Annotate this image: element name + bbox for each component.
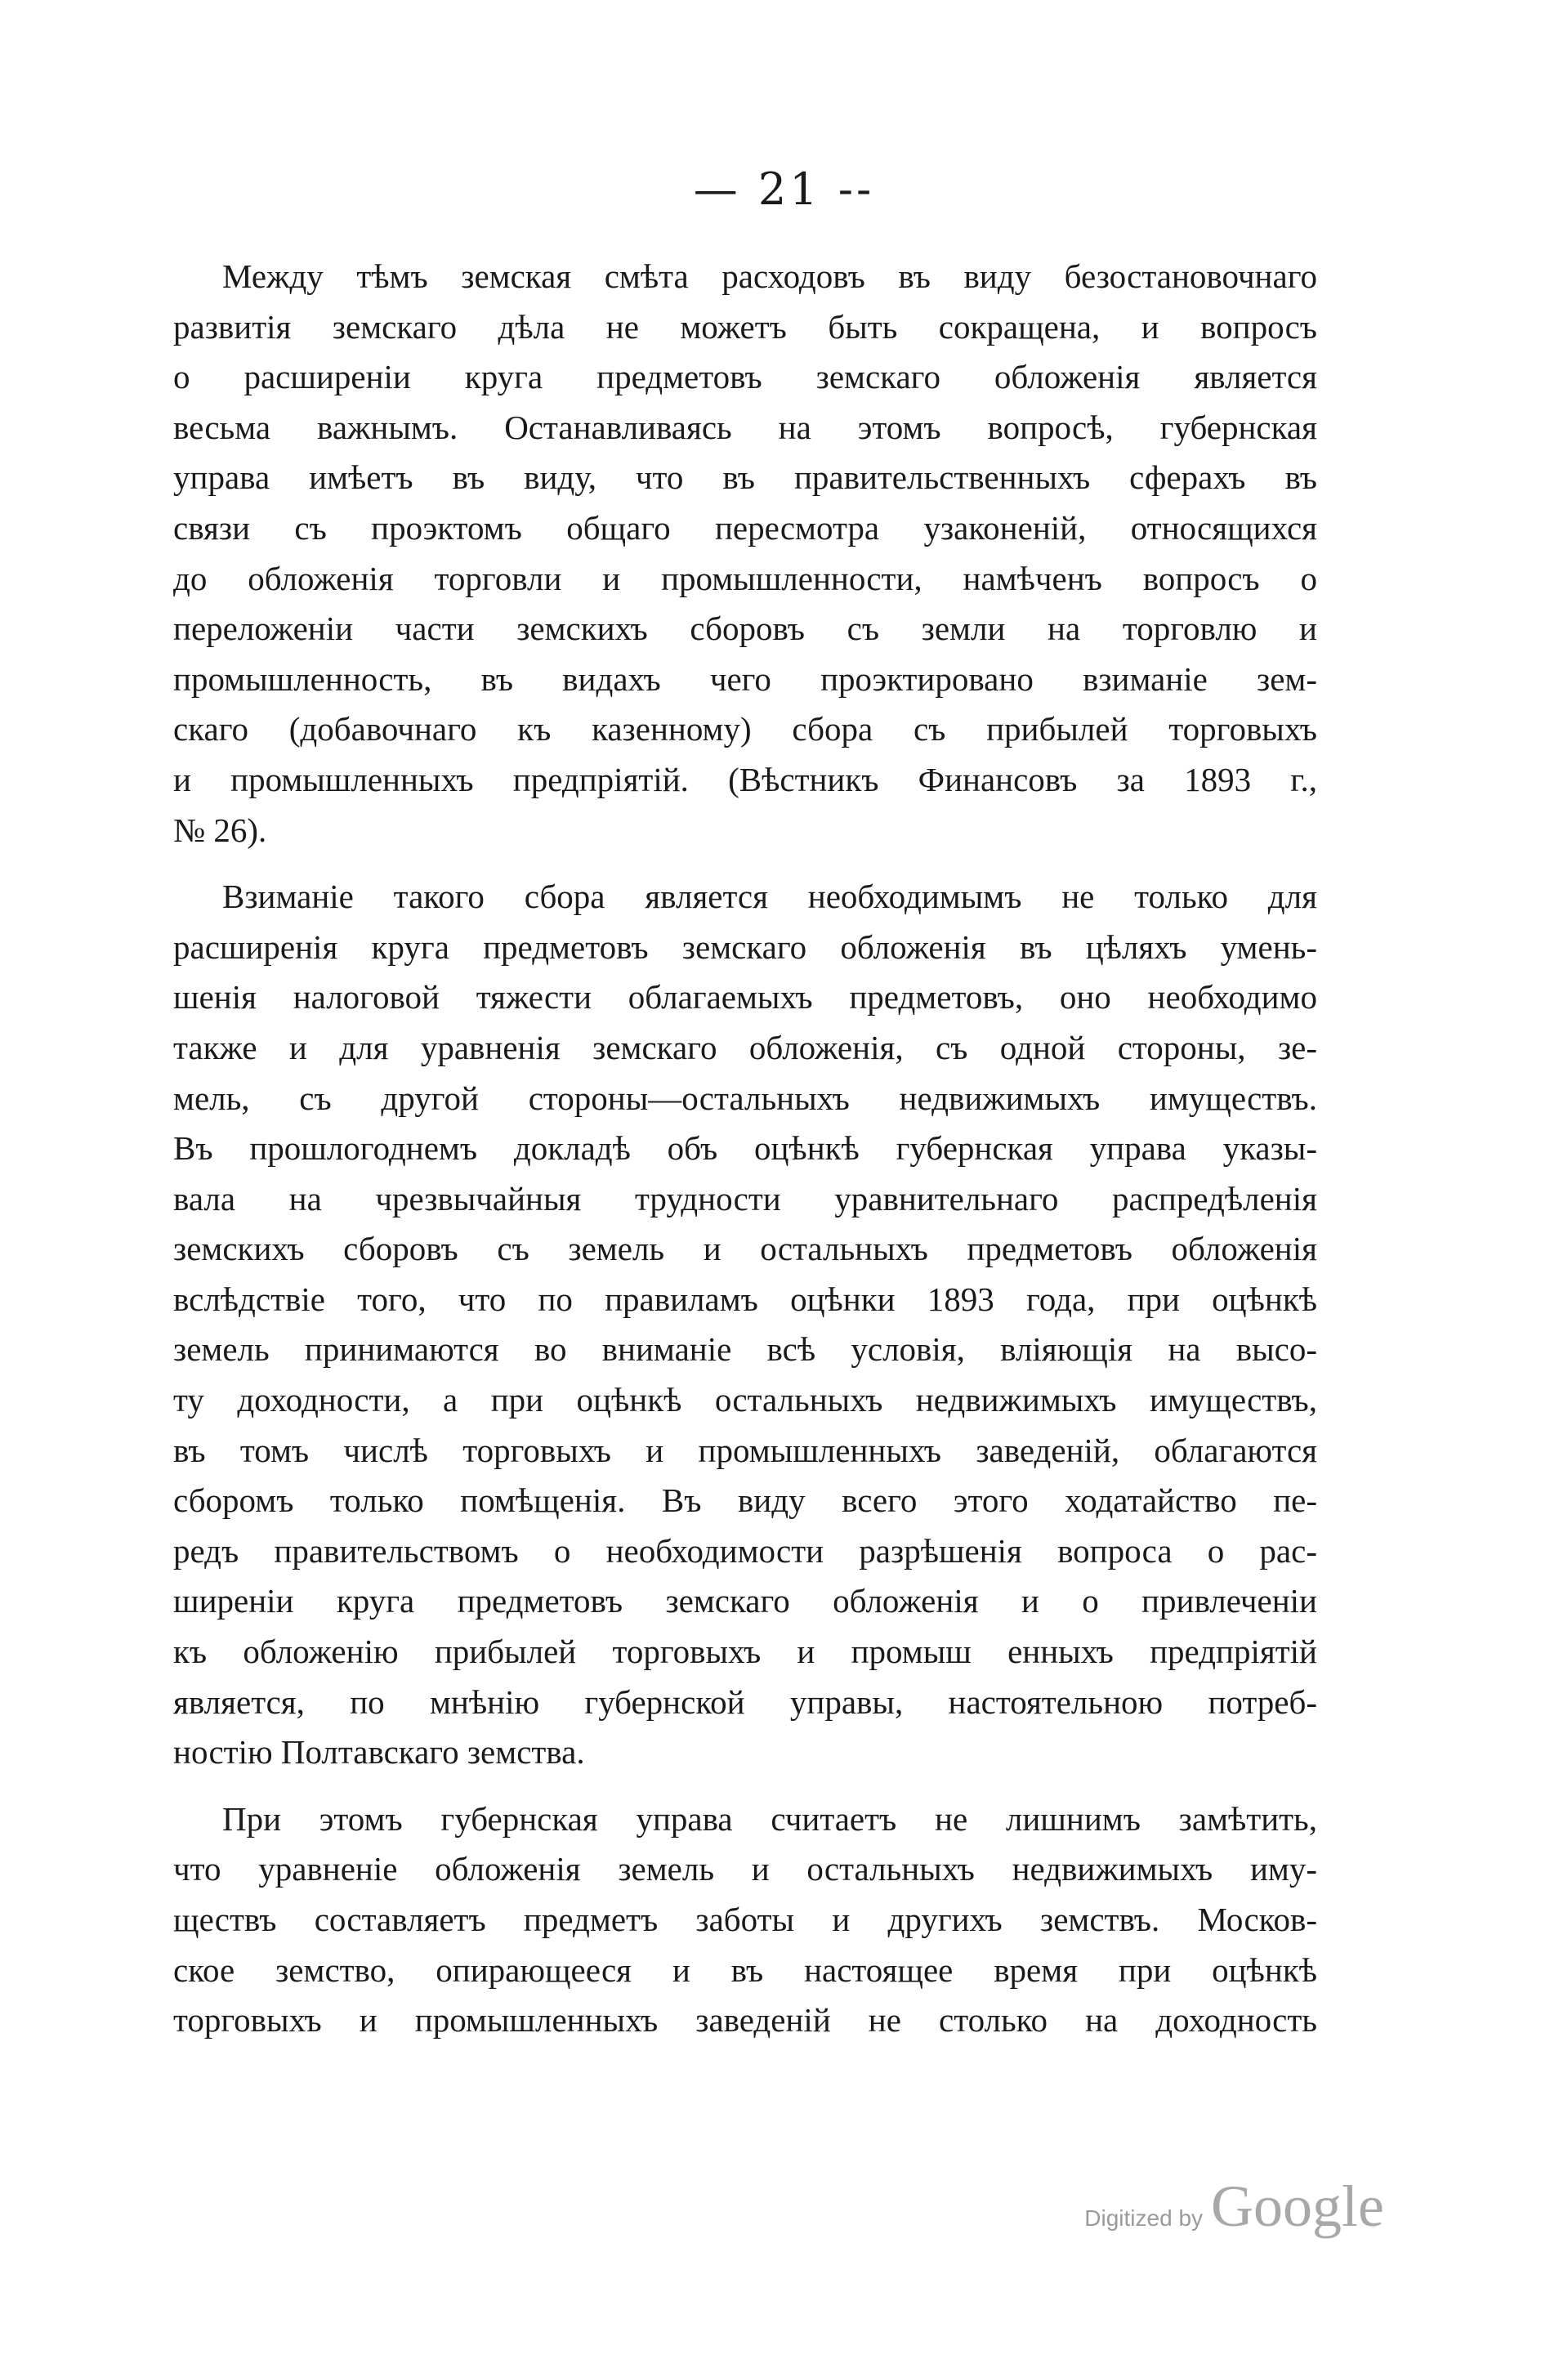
paragraph (173, 252, 1317, 856)
text-line: къ обложенію прибылей торговыхъ и промыш енныхъ предпріятій (173, 1633, 1317, 1671)
text-line: скаго (добавочнаго къ казенному) сбора съ прибылей торговыхъ (173, 710, 1317, 748)
text-line: весьма важнымъ. Останавливаясь на этомъ вопросѣ, губернская (173, 408, 1317, 446)
text-line: въ томъ числѣ торговыхъ и промышленныхъ заведеній, облагаются (173, 1431, 1317, 1469)
text-line: земскихъ сборовъ съ земель и остальныхъ предметовъ обложенія (173, 1230, 1317, 1268)
text-line: При этомъ губернская управа считаетъ не лишнимъ замѣтить, (222, 1799, 1317, 1838)
text-line: также и для уравненія земскаго обложенія, съ одной стороны, зе- (173, 1028, 1317, 1066)
text-line: ностію Полтавскаго земства. (173, 1733, 585, 1772)
text-line: ту доходности, а при оцѣнкѣ остальныхъ недвижимыхъ имуществъ, (173, 1381, 1317, 1419)
digitization-watermark (1084, 2173, 1384, 2241)
google-logo: Google (1211, 2174, 1384, 2239)
paragraph (173, 872, 1317, 1778)
text-line: вала на чрезвычайныя трудности уравнительнаго распредѣленія (173, 1179, 1317, 1218)
text-line: что уравненіе обложенія земель и остальныхъ недвижимыхъ иму- (173, 1850, 1317, 1888)
text-line: ширеніи круга предметовъ земскаго обложенія и о привлеченіи (173, 1582, 1317, 1620)
text-line: земель принимаются во вниманіе всѣ условія, вліяющія на высо- (173, 1330, 1317, 1369)
body-text (173, 252, 1317, 2046)
text-line: Между тѣмъ земская смѣта расходовъ въ виду безостановочнаго (222, 257, 1317, 295)
page-number: — 21 -- (693, 163, 875, 215)
text-line: сборомъ только помѣщенія. Въ виду всего этого ходатайство пе- (173, 1481, 1317, 1520)
text-line: ществъ составляетъ предметъ заботы и другихъ земствъ. Москов- (173, 1901, 1317, 1938)
paragraph (173, 1794, 1317, 2046)
text-line: Взиманіе такого сбора является необходимымъ не только для (222, 878, 1317, 916)
text-line: редъ правительствомъ о необходимости разрѣшенія вопроса о рас- (173, 1531, 1317, 1570)
text-line: и промышленныхъ предпріятій. (Вѣстникъ Финансовъ за 1893 г., (173, 760, 1317, 798)
text-line: расширенія круга предметовъ земскаго обложенія въ цѣляхъ умень- (173, 927, 1317, 966)
text-line: является, по мнѣнію губернской управы, настоятельною потреб- (173, 1682, 1317, 1721)
text-line: переложеніи части земскихъ сборовъ съ земли на торговлю и (173, 610, 1317, 648)
text-line: промышленность, въ видахъ чего проэктировано взиманіе зем- (173, 659, 1317, 698)
text-line: до обложенія торговли и промышленности, намѣченъ вопросъ о (173, 559, 1317, 597)
text-line: управа имѣетъ въ виду, что въ правительственныхъ сферахъ въ (173, 458, 1317, 497)
watermark-prefix: Digitized by (1084, 2205, 1204, 2231)
text-line: развитія земскаго дѣла не можетъ быть сокращена, и вопросъ (173, 307, 1317, 346)
text-line: о расширеніи круга предметовъ земскаго обложенія является (173, 358, 1317, 396)
text-line: вслѣдствіе того, что по правиламъ оцѣнки 1893 года, при оцѣнкѣ (173, 1280, 1317, 1318)
text-line: шенія налоговой тяжести облагаемыхъ предметовъ, оно необходимо (173, 978, 1317, 1016)
text-line: торговыхъ и промышленныхъ заведеній не столько на доходность (173, 2001, 1317, 2040)
text-line: мель, съ другой стороны—остальныхъ недвижимыхъ имуществъ. (173, 1079, 1317, 1117)
text-line: связи съ проэктомъ общаго пересмотра узаконеній, относящихся (173, 508, 1317, 547)
text-line: № 26). (173, 811, 267, 849)
text-line: Въ прошлогоднемъ докладѣ объ оцѣнкѣ губернская управа указы- (173, 1129, 1317, 1168)
text-line: ское земство, опирающееся и въ настоящее время при оцѣнкѣ (173, 1950, 1317, 1989)
